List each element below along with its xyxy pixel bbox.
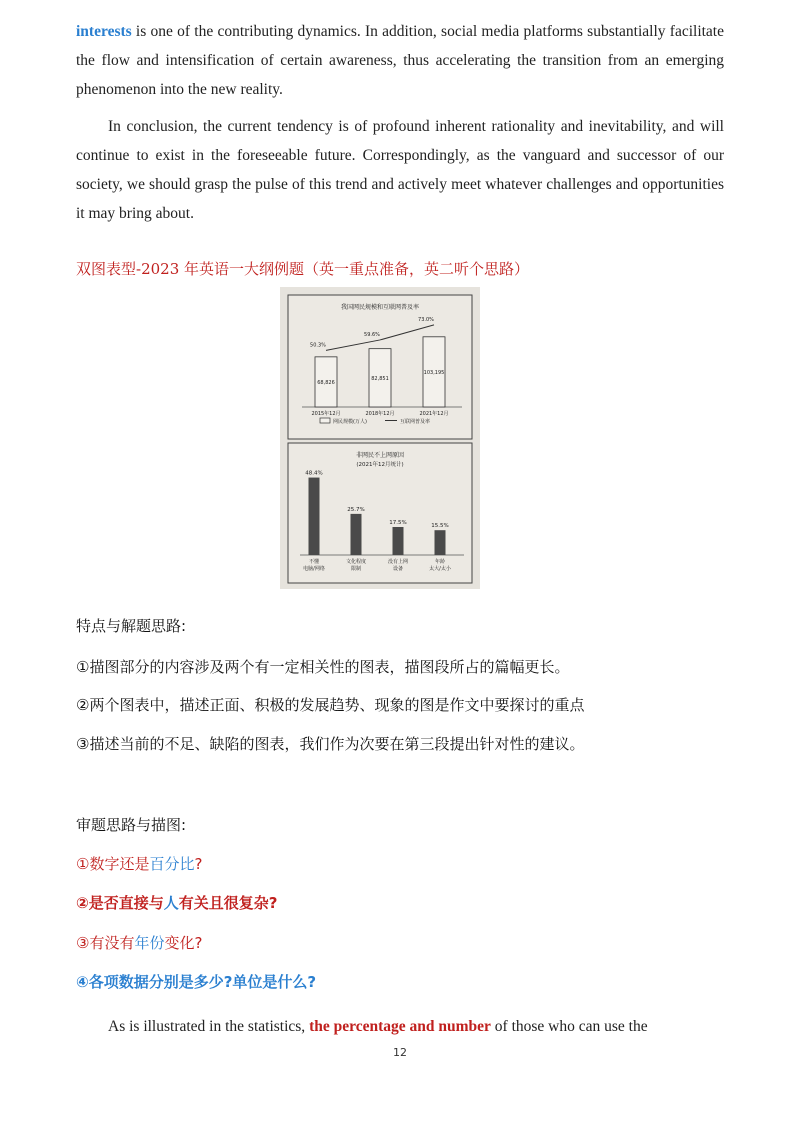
paragraph-continuation — [76, 17, 724, 104]
feature-item-2: ②两个图表中，描述正面、积极的发展趋势、现象的图是作文中要探讨的重点 — [76, 696, 585, 714]
chart1-line-label-3: 73.0% — [418, 316, 434, 323]
chart2-bar-label-2: 25.7% — [347, 506, 365, 513]
chart2-tick-4-a: 年龄 — [434, 559, 446, 565]
paragraph-text: is one of the contributing dynamics. In addition, social media platforms substantially facilitate the flow and intensification of certain awareness, thus accelerating the transition from an emerging phenomenon into the new reality. — [76, 23, 724, 98]
feature-item-3: ③描述当前的不足、缺陷的图表，我们作为次要在第三段提出针对性的建议。 — [76, 735, 585, 753]
chart2-bar-label-3: 17.5% — [389, 520, 407, 526]
chart1-legend-bar-swatch — [320, 418, 330, 423]
review-question-1 — [76, 853, 202, 874]
review-question-3 — [76, 932, 202, 953]
q3-part-a: ③有没有 — [76, 934, 135, 952]
chart1-legend-bar: 网民规模(万人) — [333, 419, 367, 425]
review-question-4 — [76, 971, 316, 992]
q3-part-b: 年份 — [134, 934, 165, 952]
review-title: 审题思路与描图: — [76, 816, 187, 834]
chart1-tick-1: 2015年12月 — [311, 411, 341, 417]
chart2-bar-1 — [309, 478, 320, 555]
q1-part-c: ? — [194, 855, 203, 873]
chart1-tick-2: 2018年12月 — [365, 411, 395, 417]
chart2-subtitle: (2021年12月统计) — [356, 462, 404, 468]
q4-text: ④各项数据分别是多少?单位是什么? — [76, 973, 317, 991]
chart2-tick-1-b: 电脑/网络 — [303, 566, 325, 572]
chart-svg — [280, 287, 480, 589]
features-title: 特点与解题思路: — [76, 617, 187, 635]
analysis-highlight: the percentage and number — [309, 1018, 491, 1035]
page-number: 12 — [393, 1046, 407, 1059]
feature-item-1: ①描图部分的内容涉及两个有一定相关性的图表，描图段所占的篇幅更长。 — [76, 658, 570, 676]
q3-part-c: 变化? — [164, 934, 203, 952]
chart2-bar-2 — [351, 514, 362, 555]
review-question-2 — [76, 892, 277, 913]
chart2-bar-4 — [435, 530, 446, 555]
chart2-title: 非网民不上网原因 — [355, 452, 405, 459]
chart1-line-label-1: 50.3% — [310, 342, 326, 349]
chart2-bar-label-1: 48.4% — [305, 470, 323, 477]
chart1-line-label-2: 59.6% — [364, 331, 380, 338]
chart1-title: 我国网民规模和互联网普及率 — [340, 304, 420, 311]
analysis-part-a: As is illustrated in the statistics, — [108, 1018, 310, 1035]
chart2-tick-3-a: 没有上网 — [387, 559, 409, 565]
chart2-bar-3 — [393, 527, 404, 555]
chart-figure-scan — [280, 287, 480, 589]
chart1-bar-label-2: 82,851 — [371, 375, 389, 382]
q2-part-a: ②是否直接与 — [76, 894, 164, 912]
chart2-bar-label-4: 15.5% — [431, 523, 449, 530]
chart1-legend-line: 互联网普及率 — [400, 419, 431, 425]
chart1-bar-label-3: 103,195 — [423, 369, 445, 376]
section-heading-red: 双图表型-2023 年英语一大纲例题（英一重点准备，英二听个思路） — [76, 260, 530, 278]
paragraph-conclusion-text: In conclusion, the current tendency is of profound inherent rationality and inevitability, and will continue to exist in the foreseeable future. Correspondingly, as the vanguard and successor of our society, we should grasp the pulse of this trend and actively meet whatever challenges and opportunities it may bring about. — [76, 118, 724, 222]
q2-part-b: 人 — [163, 894, 179, 912]
highlight-interests: interests — [76, 23, 132, 40]
chart2-tick-4-b: 太大/太小 — [429, 566, 451, 572]
chart1-bar-label-1: 68,826 — [317, 379, 335, 386]
paragraph-analysis — [76, 1012, 724, 1041]
chart2-tick-2-b: 限制 — [350, 566, 362, 572]
chart2-tick-3-b: 设备 — [392, 566, 404, 572]
chart2-tick-2-a: 文化程度 — [345, 559, 367, 565]
q2-part-c: 有关且很复杂? — [178, 894, 278, 912]
chart1-tick-3: 2021年12月 — [419, 411, 449, 417]
chart2-tick-1-a: 不懂 — [308, 559, 320, 565]
analysis-part-c: of those who can use the — [490, 1018, 648, 1035]
paragraph-conclusion — [76, 112, 724, 228]
q1-part-b: 百分比 — [149, 855, 195, 873]
q1-part-a: ①数字还是 — [76, 855, 150, 873]
